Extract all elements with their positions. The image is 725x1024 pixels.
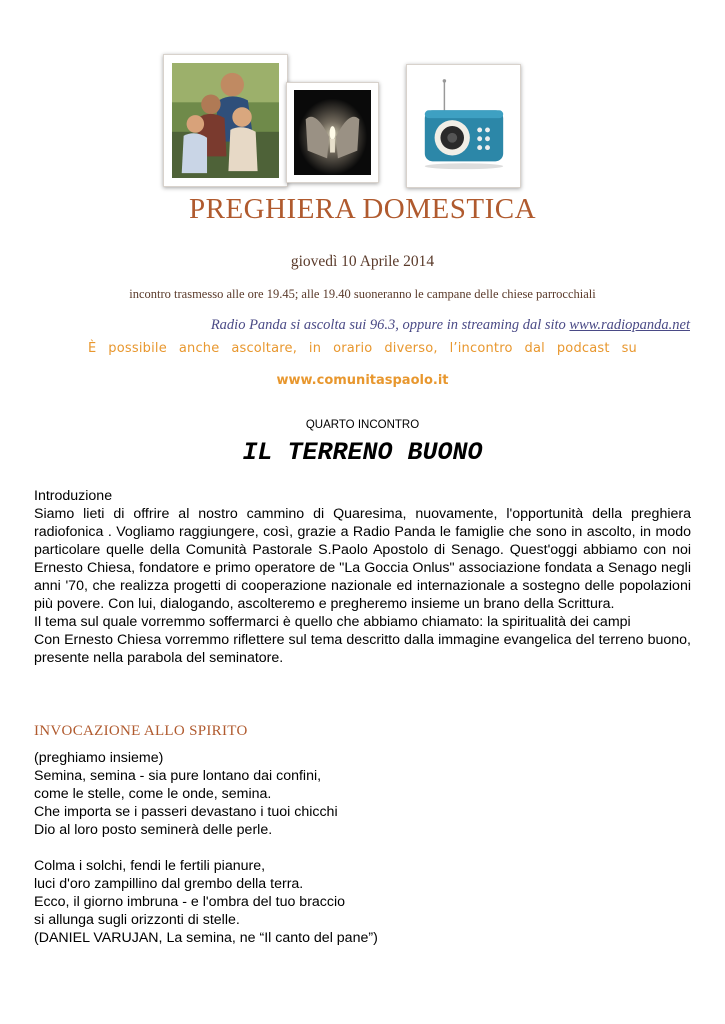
theme-paragraph: Il tema sul quale vorremmo soffermarci è quello che abbiamo chiamato: la spiritualità dei campi xyxy=(34,614,631,630)
poem-line: (preghiamo insieme) xyxy=(34,750,164,766)
meeting-heading: IL TERRENO BUONO xyxy=(242,438,483,467)
event-date: giovedì 10 Aprile 2014 xyxy=(290,253,435,270)
poem-line: luci d'oro zampillino dal grembo della terra. xyxy=(34,876,304,892)
invocation-heading: INVOCAZIONE ALLO SPIRITO xyxy=(34,723,248,739)
poem-line: Semina, semina - sia pure lontano dai confini, xyxy=(34,768,322,784)
introduction-paragraph: Siamo lieti di offrire al nostro cammino di Quaresima, nuovamente, l'opportunità della preghiera radiofonica . Vogliamo raggiungere, così, grazie a Radio Panda le famiglie che sono in ascolto, in modo particolare quelle della Comunità Pastorale S.Paolo Apostolo di Senago. Quest'oggi abbiamo con noi Ernesto Chiesa, fondatore e primo operatore de "La Goccia Onlus" associazione fondata a Senago negli anni '70, che realizza progetti di cooperazione nazionale ed internazionale a sostegno delle popolazioni più povere. Con lui, dialogando, ascolteremo e pregheremo insieme un brano della Scrittura. xyxy=(34,506,691,612)
poem-line: Dio al loro posto seminerà delle perle. xyxy=(34,822,273,838)
radio-note xyxy=(211,317,690,334)
radio-photo xyxy=(406,64,521,188)
poem-line: Colma i solchi, fendi le fertili pianure, xyxy=(34,858,266,874)
poem-line: si allunga sugli orizzonti di stelle. xyxy=(34,912,240,928)
poem-line xyxy=(34,839,691,857)
poem-line: Che importa se i passeri devastano i tuoi chicchi xyxy=(34,804,338,820)
podcast-note: È possibile anche ascoltare, in orario diverso, l’incontro dal podcast su xyxy=(88,341,637,356)
family-photo xyxy=(163,54,288,187)
poem-line: Ecco, il giorno imbruna - e l'ombra del tuo braccio xyxy=(34,894,346,910)
poem-line: (DANIEL VARUJAN, La semina, ne “Il canto del pane”) xyxy=(34,930,378,946)
praying-hands-candle-photo xyxy=(286,82,379,183)
podcast-url-link[interactable]: www.comunitaspaolo.it xyxy=(276,373,449,388)
introduction-section xyxy=(34,487,691,667)
poem-line: come le stelle, come le onde, semina. xyxy=(34,786,272,802)
radio-note-text: Radio Panda si ascolta sui 96.3, oppure in streaming dal sito xyxy=(210,317,570,333)
radio-website-link[interactable]: www.radiopanda.net xyxy=(569,317,690,333)
introduction-label: Introduzione xyxy=(34,488,113,504)
meeting-label: QUARTO INCONTRO xyxy=(305,419,420,431)
reflection-paragraph: Con Ernesto Chiesa vorremmo riflettere sul tema descritto dalla immagine evangelica del terreno buono, presente nella parabola del seminatore. xyxy=(34,632,691,666)
invocation-poem xyxy=(34,749,691,947)
broadcast-note: incontro trasmesso alle ore 19.45; alle 19.40 suoneranno le campane delle chiese parrocchiali xyxy=(129,287,596,301)
page-title: PREGHIERA DOMESTICA xyxy=(188,193,537,225)
